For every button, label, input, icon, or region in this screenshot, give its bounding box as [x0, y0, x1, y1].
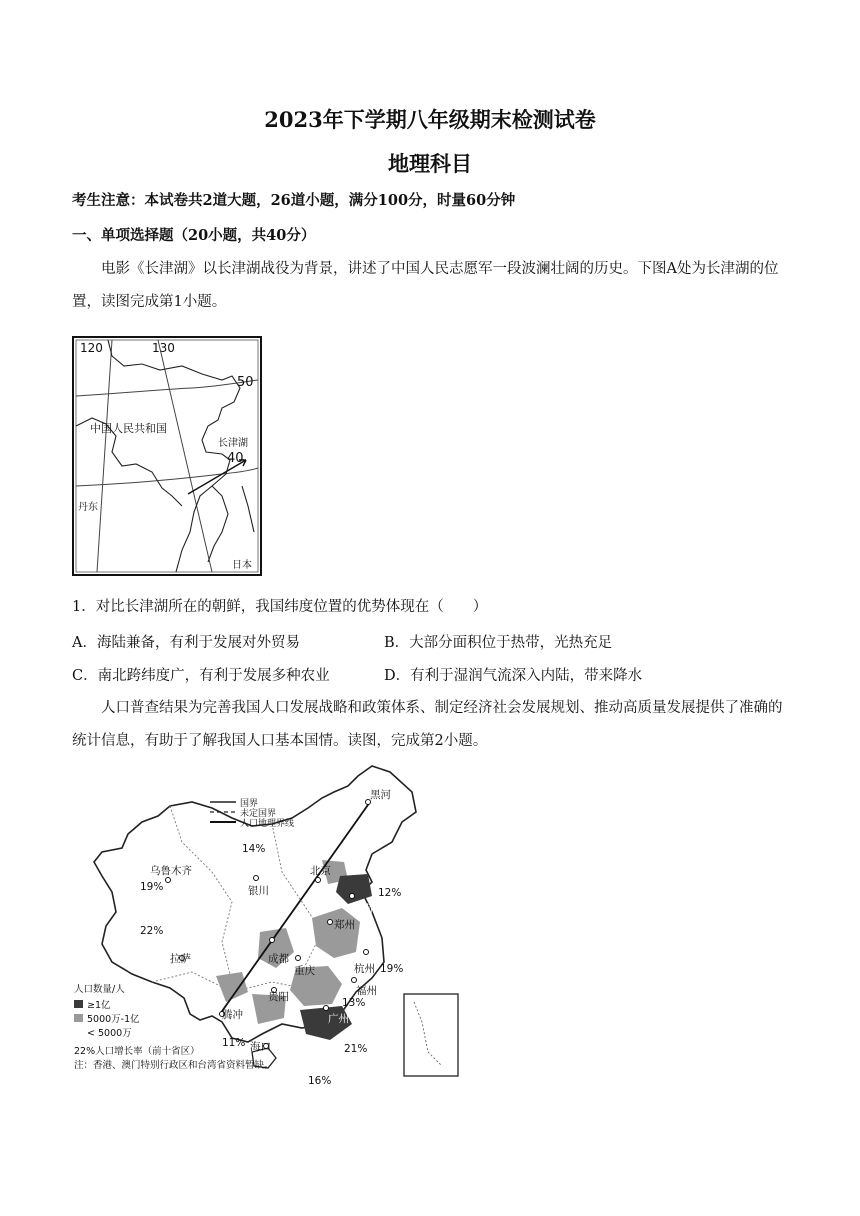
city-lhasa: 拉萨 [170, 953, 191, 965]
subject-title: 地理科目 [388, 151, 472, 176]
q1-option-b: B．大部分面积位于热带，光热充足 [384, 635, 613, 651]
lon-label-130: 130 [152, 341, 175, 355]
japan-label: 日本 [232, 560, 252, 571]
city-tengchong: 腾冲 [222, 1009, 243, 1021]
city-chongqing: 重庆 [294, 965, 315, 977]
city-haikou: 海口 [250, 1041, 271, 1053]
legend-low: < 5000万 [87, 1028, 132, 1039]
city-urumqi: 乌鲁木齐 [150, 865, 192, 877]
city-yinchuan: 银川 [248, 885, 269, 897]
pct-zhejiang: 19% [380, 963, 404, 975]
legend-growth: 22%人口增长率（前十省区） [74, 1046, 200, 1057]
pct-guangdong: 21% [344, 1043, 368, 1055]
changjin-lake-map [72, 336, 262, 576]
q1-option-d: D．有利于湿润气流深入内陆，带来降水 [384, 668, 643, 684]
west-label: 丹东 [78, 502, 98, 513]
pct-fujian: 13% [342, 997, 366, 1009]
lat-label-40: 40 [227, 451, 244, 466]
q1-option-c: C．南北跨纬度广，有利于发展多种农业 [72, 668, 330, 684]
question-1-stem: 1．对比长津湖所在的朝鲜，我国纬度位置的优势体现在（ ） [72, 599, 488, 615]
city-guiyang: 贵阳 [268, 991, 289, 1003]
legend-high: ≥1亿 [87, 1000, 111, 1011]
city-guangzhou: 广州 [328, 1013, 349, 1025]
passage-1: 电影《长津湖》以长津湖战役为背景，讲述了中国人民志愿军一段波澜壮阔的历史。下图A处为长津湖的位置，读图完成第1小题。 [72, 261, 779, 310]
q1-option-a: A．海陆兼备，有利于发展对外贸易 [72, 635, 300, 651]
pct-hainan: 16% [308, 1075, 332, 1087]
city-fuzhou: 福州 [356, 985, 377, 997]
city-beijing: 北京 [310, 865, 331, 877]
lake-label: 长津湖 [218, 438, 248, 449]
pct-tibet: 22% [140, 925, 164, 937]
population-map [72, 762, 472, 1092]
city-jinan: 济南 [352, 903, 373, 915]
city-chengdu: 成都 [268, 953, 289, 965]
lat-label-50: 50 [237, 375, 254, 390]
legend-border: 国界 [240, 799, 259, 809]
pct-yunnan: 11% [222, 1037, 246, 1049]
section-heading: 一、单项选择题（20小题，共40分） [72, 227, 316, 244]
country-label: 中国人民共和国 [90, 422, 167, 435]
pct-xinjiang: 19% [140, 881, 164, 893]
city-heihe: 黑河 [370, 789, 391, 801]
pct-inner-mongolia: 14% [242, 843, 266, 855]
legend-pop-line: 人口地理界线 [240, 819, 295, 829]
legend-title: 人口数量/人 [74, 984, 125, 995]
legend-undefined-border: 未定国界 [240, 809, 277, 819]
exam-title: 2023年下学期八年级期末检测试卷 [264, 107, 596, 132]
passage-2: 人口普查结果为完善我国人口发展战略和政策体系、制定经济社会发展规划、推动高质量发展提供了准确的统计信息，有助于了解我国人口基本国情。读图，完成第2小题。 [72, 700, 783, 749]
city-zhengzhou: 郑州 [334, 919, 355, 931]
pct-shandong: 12% [378, 887, 402, 899]
lon-label-120: 120 [80, 341, 103, 355]
legend-note: 注：香港、澳门特别行政区和台湾省资料暂缺。 [74, 1060, 274, 1071]
city-hangzhou: 杭州 [354, 963, 375, 975]
south-sea-inset [404, 994, 458, 1076]
exam-notice: 考生注意：本试卷共2道大题，26道小题，满分100分，时量60分钟 [72, 192, 516, 209]
legend-mid: 5000万-1亿 [87, 1014, 140, 1025]
